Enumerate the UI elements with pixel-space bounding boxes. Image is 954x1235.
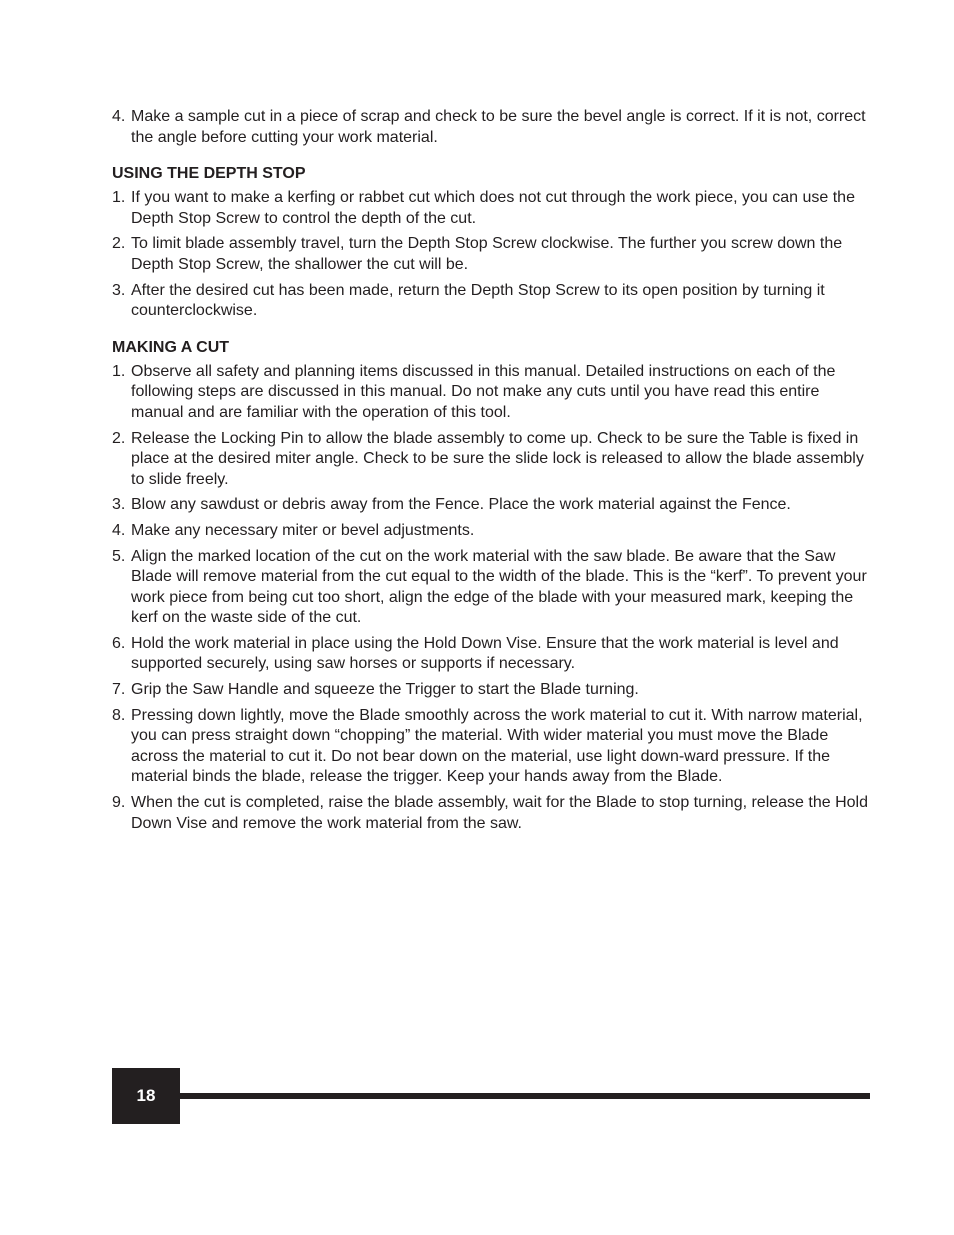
list-item	[112, 362, 868, 424]
list-item	[112, 680, 868, 701]
item-number: 2.	[112, 235, 126, 253]
list-item	[112, 634, 868, 675]
item-text: Hold the work material in place using the Hold Down Vise. Ensure that the work material is level and supported securely, using saw horses or supports if necessary.	[131, 634, 839, 673]
item-text: Make any necessary miter or bevel adjustments.	[131, 521, 475, 539]
list-item	[112, 495, 868, 516]
item-text: After the desired cut has been made, return the Depth Stop Screw to its open position by turning it counterclockwise.	[131, 281, 825, 320]
footer-rule	[180, 1093, 870, 1099]
item-number: 3.	[112, 281, 126, 299]
item-text: Grip the Saw Handle and squeeze the Trigger to start the Blade turning.	[131, 681, 639, 699]
list-item	[112, 521, 868, 542]
item-text: Observe all safety and planning items discussed in this manual. Detailed instructions on each of the following steps are discussed in this manual. Do not make any cuts until you have read this entire manual and are familiar with the operation of this tool.	[131, 362, 836, 421]
list-item	[112, 281, 868, 322]
item-number: 7.	[112, 681, 126, 699]
item-text: Blow any sawdust or debris away from the Fence. Place the work material against the Fence.	[131, 496, 791, 514]
list-item	[112, 234, 868, 275]
list-item	[112, 547, 868, 629]
item-number: 8.	[112, 706, 126, 724]
item-text: Align the marked location of the cut on the work material with the saw blade. Be aware that the Saw Blade will remove material from the cut equal to the width of the blade. This is the “kerf”. To prevent your work piece from being cut too short, align the edge of the blade with your measured mark, keeping the kerf on the waste side of the cut.	[131, 547, 867, 627]
item-number: 4.	[112, 108, 126, 125]
list-item	[112, 706, 868, 788]
item-number: 6.	[112, 634, 126, 652]
item-text: Make a sample cut in a piece of scrap and check to be sure the bevel angle is correct. If it is not, correct the angle before cutting your work material.	[131, 108, 866, 146]
section-heading-making-a-cut: MAKING A CUT	[112, 338, 230, 356]
item-text: To limit blade assembly travel, turn the Depth Stop Screw clockwise. The further you screw down the Depth Stop Screw, the shallower the cut will be.	[131, 235, 843, 273]
item-text: If you want to make a kerfing or rabbet cut which does not cut through the work piece, you can use the Depth Stop Screw to control the depth of the cut.	[131, 189, 855, 227]
item-number: 5.	[112, 547, 126, 565]
item-number: 2.	[112, 429, 126, 447]
page-number: 18	[136, 1086, 156, 1105]
section-heading-depth-stop: USING THE DEPTH STOP	[112, 165, 306, 183]
page-content	[112, 107, 868, 839]
item-number: 1.	[112, 189, 126, 207]
list-item	[112, 793, 868, 834]
item-number: 1.	[112, 362, 126, 380]
page-number-box	[112, 1068, 180, 1124]
list-item	[112, 429, 868, 491]
list-item	[112, 188, 868, 229]
item-number: 4.	[112, 521, 126, 539]
list-item	[112, 107, 868, 148]
item-text: Release the Locking Pin to allow the blade assembly to come up. Check to be sure the Table is fixed in place at the desired miter angle. Check to be sure the slide lock is released to allow the blade assembly to slide freely.	[131, 429, 864, 488]
item-text: Pressing down lightly, move the Blade smoothly across the work material to cut it. With narrow material, you can press straight down “chopping” the material. With wider material you must move the Blade across the material to cut it. Do not bear down on the material, use light down-ward pressure. If the material binds the blade, release the trigger. Keep your hands away from the Blade.	[131, 706, 863, 786]
item-number: 9.	[112, 794, 126, 812]
page-footer	[112, 1068, 870, 1124]
item-text: When the cut is completed, raise the blade assembly, wait for the Blade to stop turning, release the Hold Down Vise and remove the work material from the saw.	[131, 794, 868, 832]
item-number: 3.	[112, 496, 126, 514]
